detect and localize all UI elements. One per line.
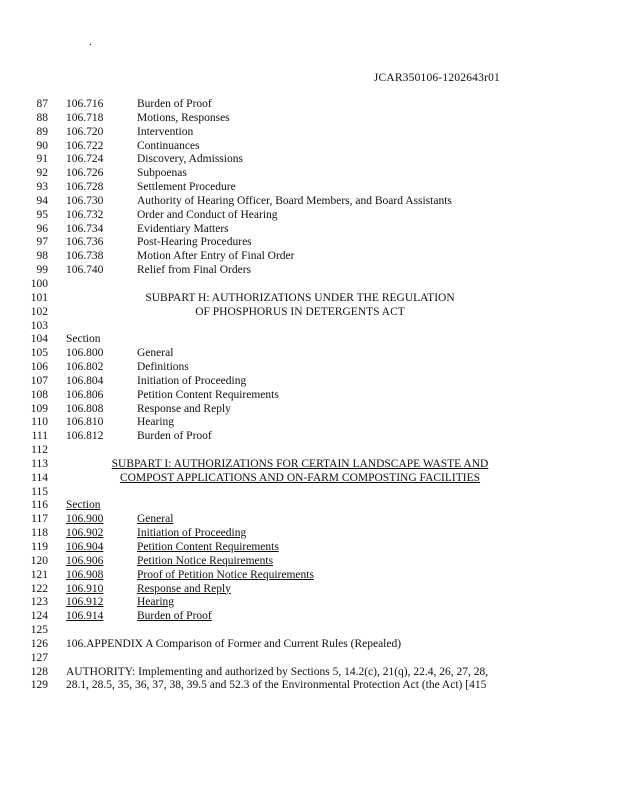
section-number: 106.912 bbox=[66, 596, 104, 609]
document-line bbox=[0, 458, 618, 472]
section-title: Petition Content Requirements bbox=[137, 541, 279, 553]
section-title: Continuances bbox=[137, 139, 200, 152]
line-number: 101 bbox=[30, 291, 48, 304]
section-title: Burden of Proof bbox=[137, 610, 212, 623]
section-title: Proof of Petition Notice Requirements bbox=[137, 568, 314, 581]
section-title: General bbox=[137, 513, 174, 526]
line-number: 124 bbox=[30, 610, 48, 623]
section-title: Response and Reply bbox=[137, 582, 231, 595]
document-line bbox=[0, 375, 618, 389]
line-number: 91 bbox=[36, 153, 48, 166]
line-number: 96 bbox=[36, 222, 48, 235]
section-number: 106.802 bbox=[66, 361, 104, 374]
subpart-heading: OF PHOSPHORUS IN DETERGENTS ACT bbox=[195, 305, 405, 318]
line-number: 99 bbox=[36, 264, 48, 277]
document-line bbox=[0, 278, 618, 292]
section-title: Burden of Proof bbox=[137, 430, 212, 443]
section-title: Hearing bbox=[137, 416, 175, 429]
line-number: 128 bbox=[30, 665, 48, 678]
section-number: 106.740 bbox=[66, 264, 104, 277]
document-line bbox=[0, 292, 618, 306]
line-number: 106 bbox=[30, 361, 48, 374]
section-title: Initiation of Proceeding bbox=[137, 527, 247, 540]
document-line bbox=[0, 264, 618, 278]
section-title: Post-Hearing Procedures bbox=[137, 236, 252, 249]
document-line bbox=[0, 541, 618, 555]
document-line bbox=[0, 652, 618, 666]
section-title: Burden of Proof bbox=[137, 98, 212, 110]
line-number: 115 bbox=[31, 485, 48, 498]
section-title: Motions, Responses bbox=[137, 111, 230, 124]
line-text: AUTHORITY: Implementing and authorized by Sections 5, 14.2(c), 21(q), 22.4, 26, 27, 28, bbox=[66, 665, 489, 678]
line-number: 97 bbox=[36, 236, 48, 249]
document-line bbox=[0, 403, 618, 417]
document-line bbox=[0, 583, 618, 597]
document-line bbox=[0, 555, 618, 569]
document-line bbox=[0, 513, 618, 527]
line-number: 103 bbox=[30, 319, 48, 332]
section-number: 106.730 bbox=[66, 194, 104, 207]
section-title: General bbox=[137, 347, 174, 360]
document-line bbox=[0, 223, 618, 237]
line-number: 129 bbox=[30, 679, 48, 692]
line-number: 98 bbox=[36, 250, 48, 263]
line-number: 95 bbox=[36, 208, 48, 221]
section-number: 106.804 bbox=[66, 374, 104, 387]
section-title: Response and Reply bbox=[137, 402, 231, 415]
document-line bbox=[0, 126, 618, 140]
document-line bbox=[0, 610, 618, 624]
section-number: 106.736 bbox=[66, 236, 104, 249]
section-number: 106.810 bbox=[66, 416, 104, 429]
document-line bbox=[0, 569, 618, 583]
line-number: 111 bbox=[31, 430, 48, 443]
document-line bbox=[0, 444, 618, 458]
section-number: 106.738 bbox=[66, 250, 104, 263]
document-line bbox=[0, 638, 618, 652]
section-title: Intervention bbox=[137, 125, 194, 138]
section-number: 106.906 bbox=[66, 554, 104, 567]
subpart-heading: SUBPART H: AUTHORIZATIONS UNDER THE REGULATION bbox=[145, 291, 455, 304]
document-line bbox=[0, 333, 618, 347]
line-text: Section bbox=[66, 499, 101, 512]
document-line bbox=[0, 666, 618, 680]
line-number: 94 bbox=[36, 194, 48, 207]
line-number: 90 bbox=[36, 139, 48, 152]
section-title: Relief from Final Orders bbox=[137, 264, 252, 277]
section-title: Hearing bbox=[137, 596, 175, 609]
line-number: 109 bbox=[30, 402, 48, 415]
section-number: 106.716 bbox=[66, 98, 104, 110]
document-line bbox=[0, 527, 618, 541]
line-text: 106.APPENDIX A Comparison of Former and Current Rules (Repealed) bbox=[66, 637, 402, 650]
section-number: 106.900 bbox=[66, 513, 104, 526]
line-number: 88 bbox=[36, 111, 48, 124]
document-line bbox=[0, 624, 618, 638]
line-number: 117 bbox=[31, 513, 48, 526]
document-line bbox=[0, 389, 618, 403]
section-number: 106.902 bbox=[66, 527, 104, 540]
line-number: 118 bbox=[31, 527, 48, 540]
subpart-heading: SUBPART I: AUTHORIZATIONS FOR CERTAIN LANDSCAPE WASTE AND bbox=[111, 457, 489, 470]
section-number: 106.718 bbox=[66, 111, 104, 124]
document-line bbox=[0, 250, 618, 264]
document-line bbox=[0, 679, 618, 693]
section-title: Petition Notice Requirements bbox=[137, 554, 274, 567]
section-number: 106.728 bbox=[66, 181, 104, 194]
document-line bbox=[0, 306, 618, 320]
document-line bbox=[0, 236, 618, 250]
line-number: 93 bbox=[36, 181, 48, 194]
line-number: 92 bbox=[36, 167, 48, 180]
section-number: 106.910 bbox=[66, 582, 104, 595]
line-number: 104 bbox=[30, 333, 48, 346]
section-title: Discovery, Admissions bbox=[137, 153, 243, 166]
line-number: 112 bbox=[31, 444, 48, 457]
document-line bbox=[0, 430, 618, 444]
section-number: 106.724 bbox=[66, 153, 104, 166]
section-title: Authority of Hearing Officer, Board Members, and Board Assistants bbox=[137, 194, 452, 207]
document-line bbox=[0, 361, 618, 375]
line-number: 116 bbox=[31, 499, 48, 512]
section-number: 106.726 bbox=[66, 167, 104, 180]
section-number: 106.722 bbox=[66, 139, 104, 152]
line-number: 89 bbox=[36, 125, 48, 138]
line-number: 87 bbox=[36, 98, 48, 110]
document-line bbox=[0, 167, 618, 181]
document-line bbox=[0, 209, 618, 223]
section-title: Settlement Procedure bbox=[137, 181, 236, 194]
document-id: JCAR350106-1202643r01 bbox=[373, 72, 500, 84]
section-number: 106.904 bbox=[66, 541, 104, 553]
document-line bbox=[0, 181, 618, 195]
section-title: Petition Content Requirements bbox=[137, 388, 279, 401]
section-number: 106.734 bbox=[66, 222, 104, 235]
document-line bbox=[0, 596, 618, 610]
numbered-lines bbox=[0, 98, 618, 693]
section-number: 106.800 bbox=[66, 347, 104, 360]
line-number: 125 bbox=[30, 624, 48, 637]
section-number: 106.720 bbox=[66, 125, 104, 138]
section-number: 106.908 bbox=[66, 568, 104, 581]
document-line bbox=[0, 416, 618, 430]
document-line bbox=[0, 486, 618, 500]
document-line bbox=[0, 347, 618, 361]
document-line bbox=[0, 472, 618, 486]
section-title: Motion After Entry of Final Order bbox=[137, 250, 295, 263]
section-title: Definitions bbox=[137, 361, 189, 374]
section-title: Initiation of Proceeding bbox=[137, 374, 247, 387]
top-mark: . bbox=[89, 36, 92, 48]
line-number: 120 bbox=[30, 554, 48, 567]
line-number: 127 bbox=[30, 651, 48, 664]
section-title: Order and Conduct of Hearing bbox=[137, 208, 278, 221]
line-number: 105 bbox=[30, 347, 48, 360]
section-number: 106.806 bbox=[66, 388, 104, 401]
section-number: 106.732 bbox=[66, 208, 104, 221]
line-number: 100 bbox=[30, 277, 48, 290]
line-number: 121 bbox=[30, 568, 48, 581]
line-number: 114 bbox=[31, 471, 48, 484]
document-line bbox=[0, 195, 618, 209]
line-number: 108 bbox=[30, 388, 48, 401]
section-number: 106.808 bbox=[66, 402, 104, 415]
line-number: 107 bbox=[30, 374, 48, 387]
document-line bbox=[0, 153, 618, 167]
line-text: Section bbox=[66, 333, 101, 346]
line-number: 102 bbox=[30, 305, 48, 318]
line-number: 119 bbox=[31, 541, 48, 553]
document-line bbox=[0, 140, 618, 154]
section-title: Evidentiary Matters bbox=[137, 222, 229, 235]
section-number: 106.812 bbox=[66, 430, 104, 443]
document-line bbox=[0, 112, 618, 126]
line-text: 28.1, 28.5, 35, 36, 37, 38, 39.5 and 52.3 of the Environmental Protection Act (the Act) [415 bbox=[66, 679, 487, 692]
line-number: 122 bbox=[30, 582, 48, 595]
document-line bbox=[0, 98, 618, 112]
document-line bbox=[0, 499, 618, 513]
section-number: 106.914 bbox=[66, 610, 104, 623]
line-number: 123 bbox=[30, 596, 48, 609]
section-title: Subpoenas bbox=[137, 167, 187, 180]
subpart-heading: COMPOST APPLICATIONS AND ON-FARM COMPOSTING FACILITIES bbox=[119, 471, 481, 484]
document-line bbox=[0, 320, 618, 334]
line-number: 126 bbox=[30, 637, 48, 650]
line-number: 110 bbox=[31, 416, 48, 429]
line-number: 113 bbox=[31, 457, 48, 470]
